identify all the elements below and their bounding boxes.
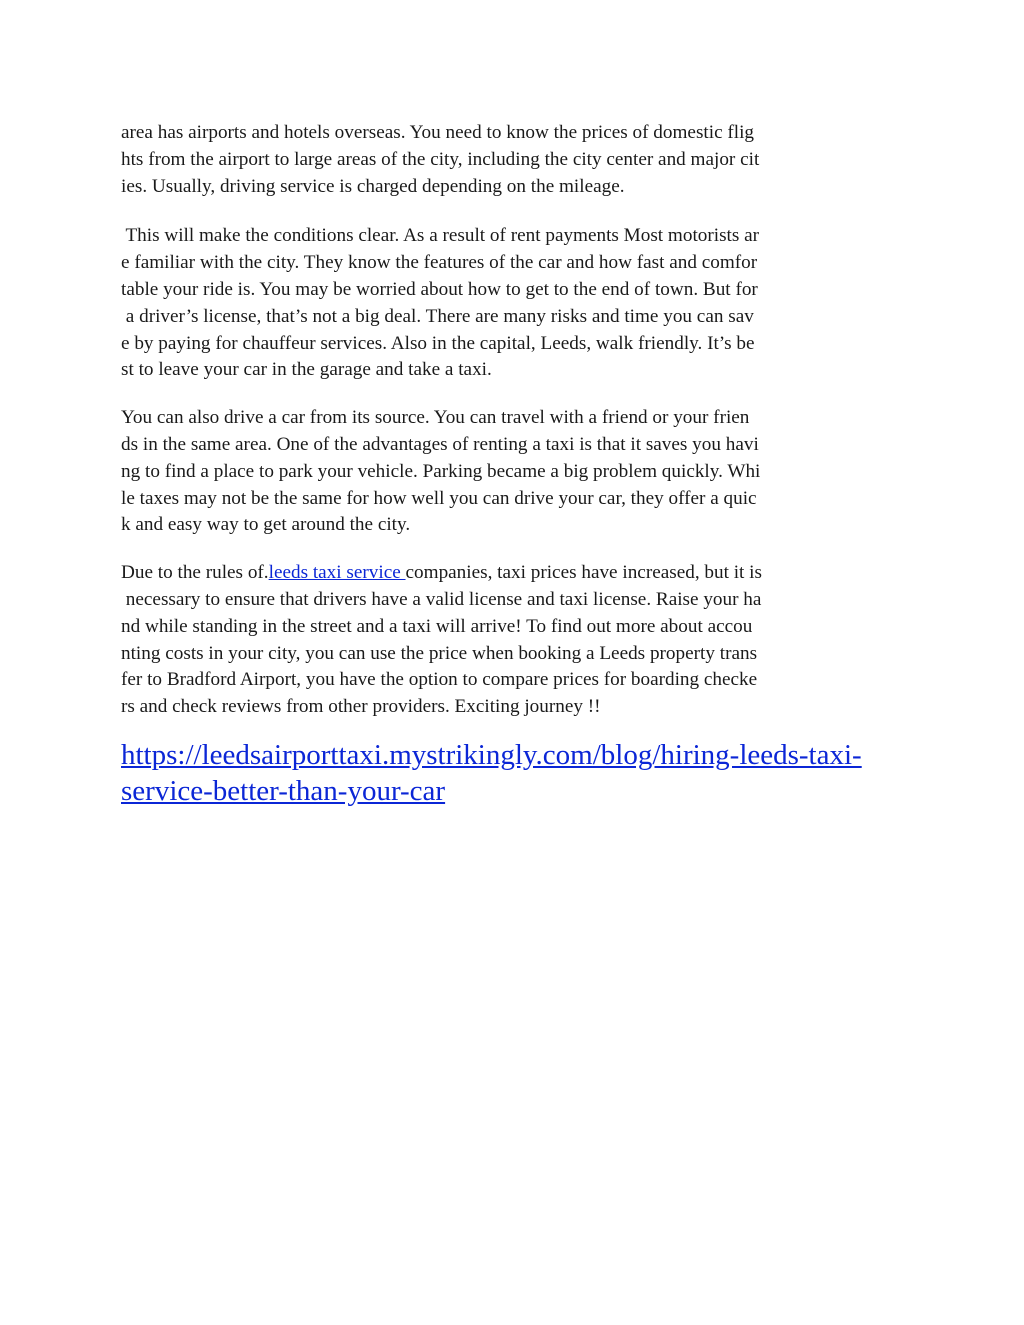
text-line: a driver’s license, that’s not a big deal. There are many risks and time you can sav (121, 305, 754, 327)
text-line: ds in the same area. One of the advantages of renting a taxi is that it saves you havi (121, 433, 759, 455)
text-line: hts from the airport to large areas of the city, including the city center and major cit (121, 148, 760, 170)
text-segment: companies, taxi prices have increased, but it is (405, 562, 762, 584)
text-line: ng to find a place to park your vehicle. Parking became a big problem quickly. Whi (121, 460, 761, 482)
text-line: rs and check reviews from other providers. Exciting journey !! (121, 696, 601, 718)
text-line: necessary to ensure that drivers have a valid license and taxi license. Raise your ha (121, 588, 762, 610)
paragraph-airports (121, 120, 907, 200)
document-page (121, 120, 907, 809)
url-line[interactable]: https://leedsairporttaxi.mystrikingly.com/blog/hiring-leeds-taxi- (121, 738, 862, 771)
text-line: e familiar with the city. They know the features of the car and how fast and comfor (121, 252, 758, 274)
leeds-taxi-service-link[interactable]: leeds taxi service (268, 562, 406, 584)
blog-url-link[interactable] (121, 737, 907, 809)
text-line: table your ride is. You may be worried about how to get to the end of town. But for (121, 278, 758, 300)
url-line[interactable]: service-better-than-your-car (121, 774, 446, 807)
text-line: area has airports and hotels overseas. You need to know the prices of domestic flig (121, 122, 755, 143)
text-segment: Due to the rules of. (121, 562, 269, 584)
text-line: You can also drive a car from its source. You can travel with a friend or your frien (121, 407, 750, 429)
text-line: le taxes may not be the same for how well you can drive your car, they offer a quic (121, 487, 757, 509)
text-line: st to leave your car in the garage and take a taxi. (121, 359, 492, 381)
paragraph-rules (121, 560, 907, 721)
text-line: ies. Usually, driving service is charged depending on the mileage. (121, 175, 625, 197)
text-line: k and easy way to get around the city. (121, 514, 411, 536)
paragraph-conditions (121, 223, 907, 384)
text-line: e by paying for chauffeur services. Also in the capital, Leeds, walk friendly. It’s be (121, 332, 755, 354)
text-line: nting costs in your city, you can use the price when booking a Leeds property trans (121, 642, 758, 664)
text-line: nd while standing in the street and a taxi will arrive! To find out more about accou (121, 615, 753, 637)
text-line: fer to Bradford Airport, you have the option to compare prices for boarding checke (121, 669, 758, 691)
text-line: This will make the conditions clear. As a result of rent payments Most motorists ar (121, 225, 760, 247)
text-line-with-link (121, 560, 907, 587)
paragraph-drive-source (121, 405, 907, 539)
